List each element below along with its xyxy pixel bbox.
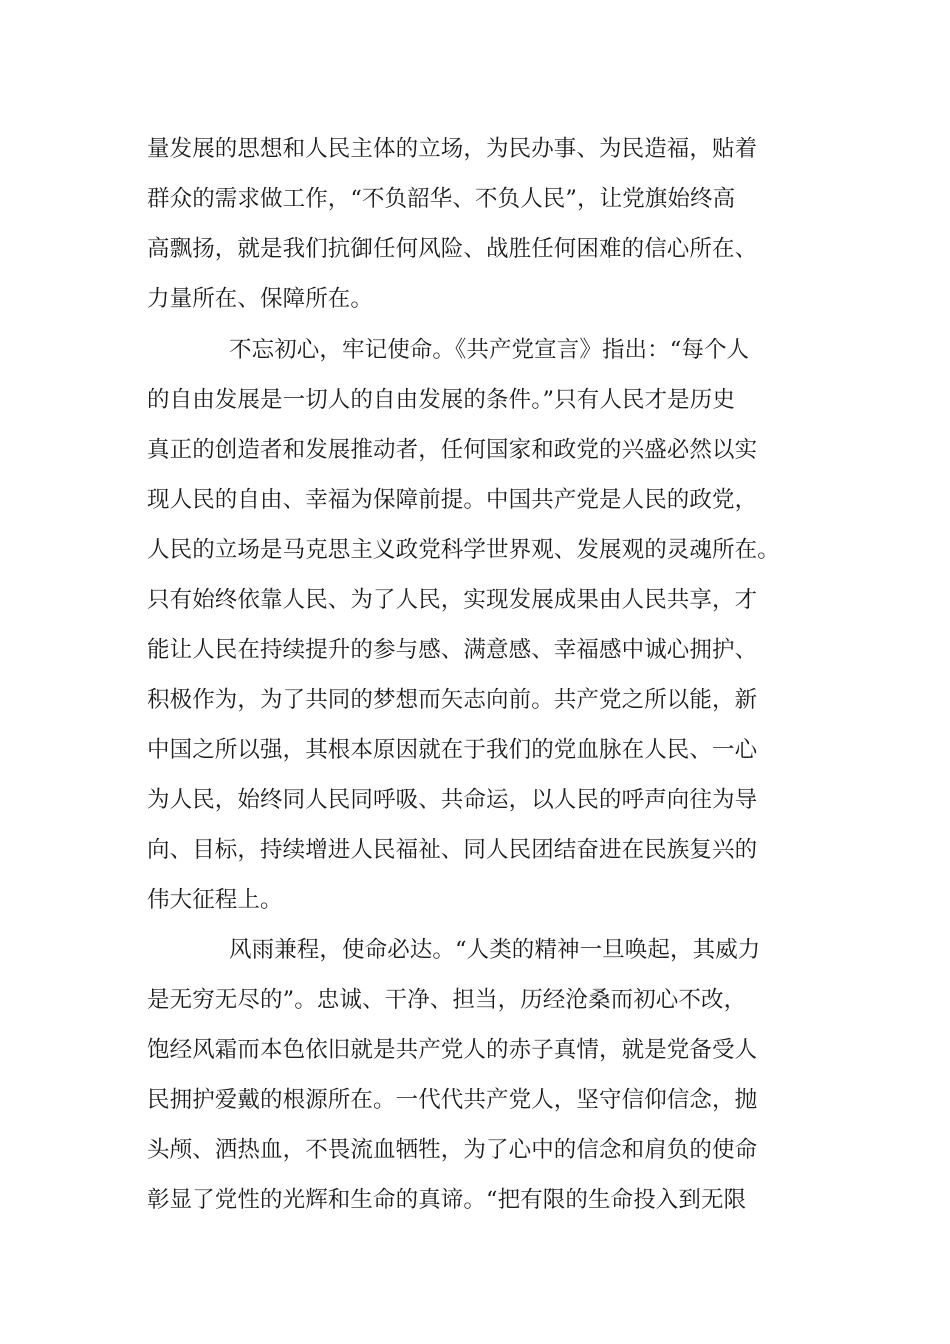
text-line: 高飘扬，就是我们抗御任何风险、战胜任何困难的信心所在、 bbox=[147, 236, 758, 262]
text-line: 现人民的自由、幸福为保障前提。中国共产党是人民的政党， bbox=[147, 487, 758, 513]
text-line: 群众的需求做工作，“不负韶华、不负人民”，让党旗始终高 bbox=[147, 186, 736, 212]
text-line: 为人民，始终同人民同呼吸、共命运，以人民的呼声向往为导 bbox=[147, 787, 758, 813]
text-line: 积极作为，为了共同的梦想而矢志向前。共产党之所以能，新 bbox=[147, 687, 758, 713]
text-line: 的自由发展是一切人的自由发展的条件。”只有人民才是历史 bbox=[147, 387, 735, 413]
paragraph-first-line: 风雨兼程，使命必达。“人类的精神一旦唤起，其威力 bbox=[229, 937, 761, 963]
text-line: 是无穷无尽的”。忠诚、干净、担当，历经沧桑而初心不改， bbox=[147, 987, 747, 1013]
text-line: 人民的立场是马克思主义政党科学世界观、发展观的灵魂所在。 bbox=[147, 537, 780, 563]
text-line: 真正的创造者和发展推动者，任何国家和政党的兴盛必然以实 bbox=[147, 437, 758, 463]
text-line: 量发展的思想和人民主体的立场，为民办事、为民造福，贴着 bbox=[147, 136, 758, 162]
text-line: 彰显了党性的光辉和生命的真谛。“把有限的生命投入到无限 bbox=[147, 1187, 747, 1213]
text-line: 民拥护爱戴的根源所在。一代代共产党人，坚守信仰信念，抛 bbox=[147, 1087, 758, 1113]
text-line: 头颅、洒热血，不畏流血牺牲，为了心中的信念和肩负的使命 bbox=[147, 1137, 758, 1163]
text-line: 向、目标，持续增进人民福祉、同人民团结奋进在民族复兴的 bbox=[147, 837, 758, 863]
paragraph-first-line: 不忘初心，牢记使命。《共产党宣言》指出：“每个人 bbox=[229, 337, 750, 363]
text-line: 中国之所以强，其根本原因就在于我们的党血脉在人民、一心 bbox=[147, 737, 758, 763]
text-line: 力量所在、保障所在。 bbox=[147, 286, 374, 312]
text-line: 只有始终依靠人民、为了人民，实现发展成果由人民共享，才 bbox=[147, 587, 758, 613]
text-line: 饱经风霜而本色依旧就是共产党人的赤子真情，就是党备受人 bbox=[147, 1037, 758, 1063]
text-line: 能让人民在持续提升的参与感、满意感、幸福感中诚心拥护、 bbox=[147, 637, 758, 663]
text-line: 伟大征程上。 bbox=[147, 887, 283, 913]
